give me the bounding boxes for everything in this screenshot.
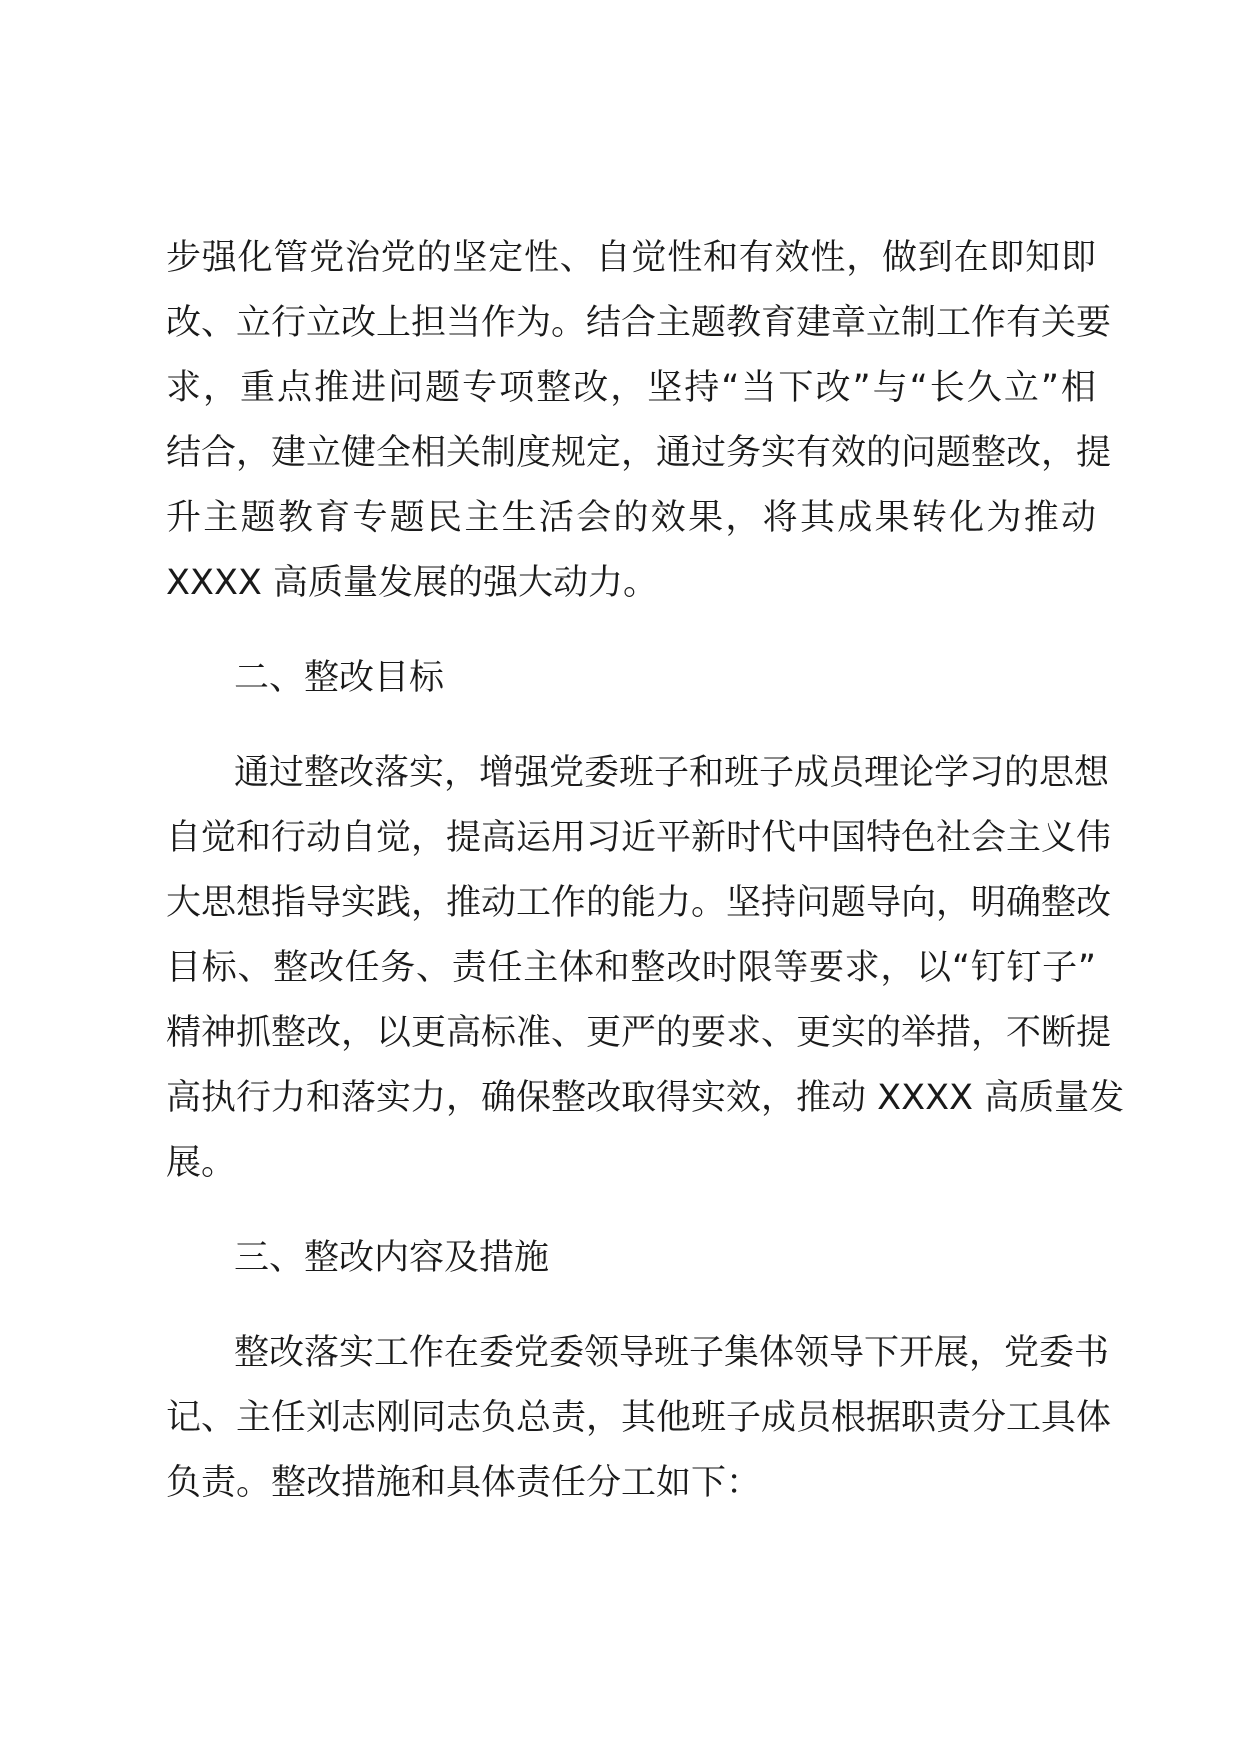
text-line: 改、立行立改上担当作为。结合主题教育建章立制工作有关要 — [166, 303, 1112, 343]
text-line: 升主题教育专题民主生活会的效果，将其成果转化为推动 — [166, 498, 1096, 538]
text-line: 高执行力和落实力，确保整改取得实效，推动 XXXX 高质量发 — [166, 1078, 1125, 1118]
text-line: 大思想指导实践，推动工作的能力。坚持问题导向，明确整改 — [166, 883, 1112, 923]
text-line: 负责。整改措施和具体责任分工如下： — [166, 1463, 762, 1503]
text-line: 求，重点推进问题专项整改，坚持“当下改”与“长久立”相 — [166, 368, 1096, 408]
document-body — [166, 226, 1125, 1516]
text-line: 记、主任刘志刚同志负总责，其他班子成员根据职责分工具体 — [166, 1398, 1112, 1438]
text-line: 结合，建立健全相关制度规定，通过务实有效的问题整改，提 — [166, 433, 1112, 473]
text-line: 步强化管党治党的坚定性、自觉性和有效性，做到在即知即 — [166, 238, 1096, 278]
section-heading-goals — [166, 646, 1096, 711]
heading-text: 二、整改目标 — [234, 658, 445, 698]
paragraph-measures — [166, 1321, 1112, 1516]
paragraph-goals — [166, 741, 1125, 1196]
text-line: 通过整改落实，增强党委班子和班子成员理论学习的思想 — [234, 753, 1110, 793]
text-line: 目标、整改任务、责任主体和整改时限等要求，以“钉钉子” — [166, 948, 1096, 988]
text-line: 展。 — [166, 1143, 237, 1183]
paragraph-continuation — [166, 226, 1112, 616]
heading-text: 三、整改内容及措施 — [234, 1238, 550, 1278]
text-line: 精神抓整改，以更高标准、更严的要求、更实的举措，不断提 — [166, 1013, 1112, 1053]
section-heading-measures — [166, 1226, 1096, 1291]
text-line: XXXX 高质量发展的强大动力。 — [166, 563, 659, 603]
text-line: 自觉和行动自觉，提高运用习近平新时代中国特色社会主义伟 — [166, 818, 1112, 858]
text-line: 整改落实工作在委党委领导班子集体领导下开展，党委书 — [234, 1333, 1110, 1373]
